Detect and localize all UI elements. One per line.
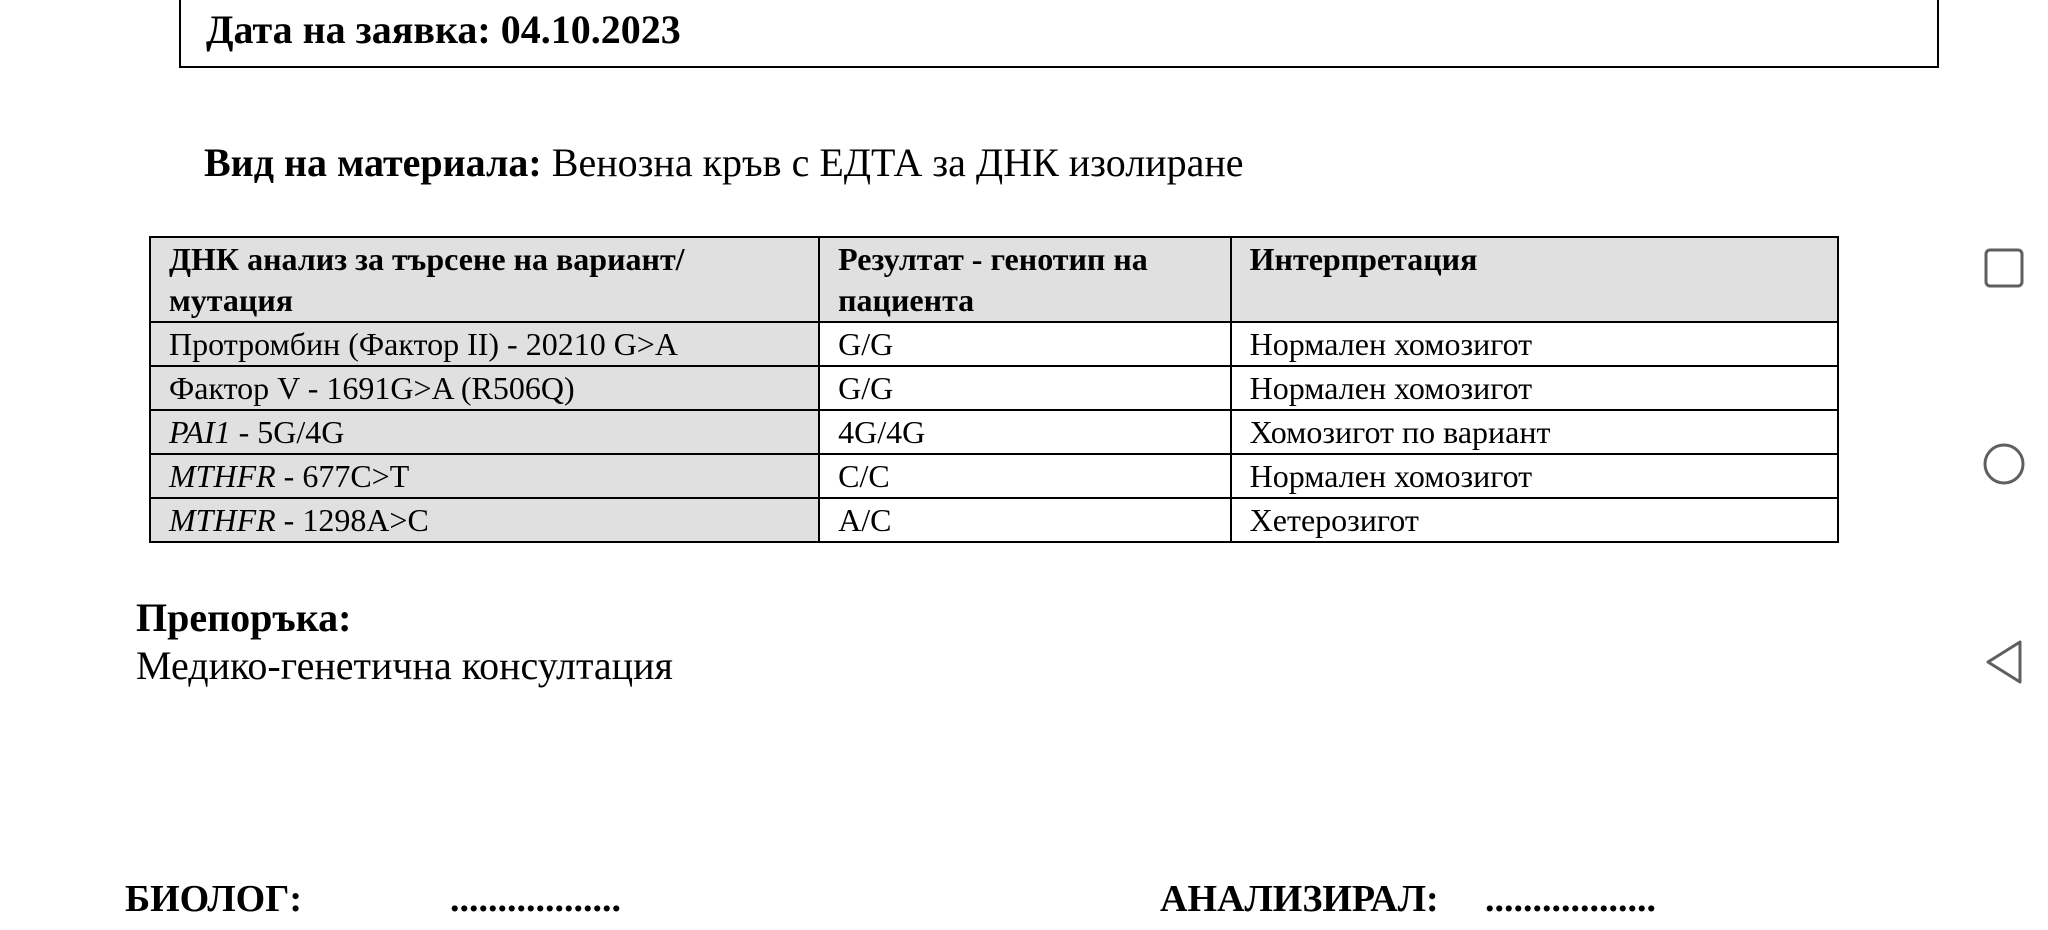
table-row bbox=[150, 322, 1838, 366]
genotype-cell: A/C bbox=[819, 498, 1231, 542]
variant-name: - 5G/4G bbox=[230, 414, 345, 450]
interpretation-cell: Нормален хомозигот bbox=[1231, 366, 1838, 410]
genotype-cell: C/C bbox=[819, 454, 1231, 498]
variant-name: Фактор V - 1691G>A (R506Q) bbox=[169, 370, 575, 406]
home-icon bbox=[1981, 441, 2027, 487]
genotype-cell: G/G bbox=[819, 366, 1231, 410]
recents-icon bbox=[1983, 247, 2025, 289]
variant-name: Протромбин (Фактор II) - 20210 G>A bbox=[169, 326, 678, 362]
genotype-cell: 4G/4G bbox=[819, 410, 1231, 454]
home-button[interactable] bbox=[1978, 438, 2030, 490]
biologist-label: БИОЛОГ: bbox=[125, 878, 303, 920]
interpretation-cell: Нормален хомозигот bbox=[1231, 322, 1838, 366]
analysis-cell bbox=[150, 454, 819, 498]
gene-name: MTHFR bbox=[169, 458, 276, 494]
analyst-signature-line: .................. bbox=[1485, 878, 1656, 920]
header-interpretation: Интерпретация bbox=[1231, 237, 1838, 322]
system-navigation-bar bbox=[1960, 0, 2048, 930]
table-row bbox=[150, 366, 1838, 410]
interpretation-cell: Нормален хомозигот bbox=[1231, 454, 1838, 498]
back-button[interactable] bbox=[1978, 636, 2030, 688]
analysis-cell bbox=[150, 498, 819, 542]
analysis-cell bbox=[150, 322, 819, 366]
material-line bbox=[204, 136, 1244, 190]
request-date: Дата на заявка: 04.10.2023 bbox=[206, 7, 681, 52]
table-row bbox=[150, 410, 1838, 454]
recommendation-title: Препоръка: bbox=[136, 595, 352, 640]
gene-name: PAI1 bbox=[169, 414, 231, 450]
table-header-row bbox=[150, 237, 1838, 322]
variant-name: - 677C>T bbox=[275, 458, 410, 494]
results-table bbox=[149, 236, 1839, 543]
analysis-cell bbox=[150, 366, 819, 410]
analyst-label: АНАЛИЗИРАЛ: bbox=[1160, 878, 1439, 920]
biologist-signature-line: .................. bbox=[450, 878, 621, 920]
genotype-cell: G/G bbox=[819, 322, 1231, 366]
table-row bbox=[150, 498, 1838, 542]
header-genotype: Резултат - генотип на пациента bbox=[819, 237, 1231, 322]
interpretation-cell: Хетерозигот bbox=[1231, 498, 1838, 542]
variant-name: - 1298A>C bbox=[275, 502, 429, 538]
interpretation-cell: Хомозигот по вариант bbox=[1231, 410, 1838, 454]
analysis-cell bbox=[150, 410, 819, 454]
header-analysis: ДНК анализ за търсене на вариант/мутация bbox=[150, 237, 819, 322]
material-value: Венозна кръв с ЕДТА за ДНК изолиране bbox=[541, 140, 1244, 185]
table-row bbox=[150, 454, 1838, 498]
material-label: Вид на материала: bbox=[204, 140, 542, 185]
recents-button[interactable] bbox=[1978, 242, 2030, 294]
back-icon bbox=[1982, 638, 2026, 686]
recommendation-text: Медико-генетична консултация bbox=[136, 643, 673, 688]
gene-name: MTHFR bbox=[169, 502, 276, 538]
